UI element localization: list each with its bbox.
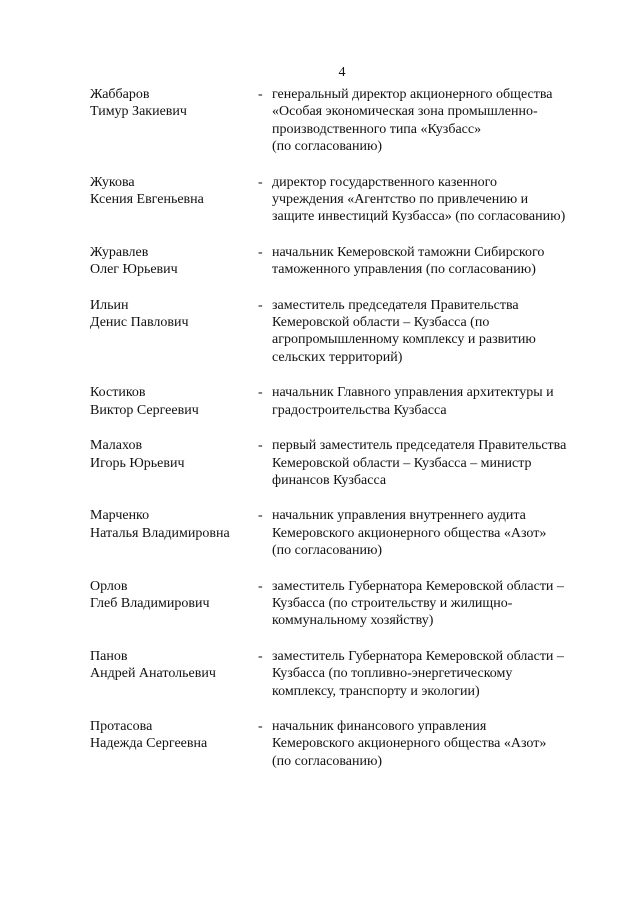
role-line: (по согласованию) [272, 753, 383, 769]
member-surname: Жукова [90, 174, 135, 190]
page-number: 4 [338, 65, 346, 80]
role-line: заместитель Губернатора Кемеровской области – [272, 578, 564, 594]
member-given-name: Виктор Сергеевич [90, 402, 199, 418]
member-surname: Жаббаров [90, 87, 150, 102]
separator-dash: - [258, 297, 263, 313]
member-surname: Ильин [90, 297, 129, 313]
role-line: Кузбасса (по топливно-энергетическому [272, 666, 513, 682]
member-name [90, 244, 258, 279]
member-role [272, 507, 602, 559]
role-line: начальник финансового управления [272, 718, 487, 734]
member-given-name: Игорь Юрьевич [90, 455, 185, 471]
separator-dash: - [258, 87, 263, 102]
member-role [272, 718, 602, 770]
separator-dash: - [258, 508, 263, 524]
role-line: агропромышленному комплексу и развитию [272, 332, 536, 348]
member-entry [90, 718, 610, 770]
role-line: финансов Кузбасса [272, 472, 387, 488]
role-line: защите инвестиций Кузбасса» (по согласованию) [272, 209, 566, 225]
role-line: (по согласованию) [272, 543, 383, 559]
role-line: заместитель Губернатора Кемеровской области – [272, 648, 564, 664]
role-line: коммунальному хозяйству) [272, 613, 434, 629]
role-line: Кемеровского акционерного общества «Азот» [272, 525, 547, 541]
member-role [272, 648, 602, 700]
separator-dash: - [258, 648, 263, 664]
role-line: градостроительства Кузбасса [272, 402, 447, 418]
member-role [272, 244, 602, 279]
member-surname: Протасова [90, 718, 153, 734]
role-line: заместитель председателя Правительства [272, 297, 519, 313]
member-role [272, 86, 602, 156]
role-line: «Особая экономическая зона промышленно- [272, 104, 538, 120]
separator-dash: - [258, 244, 263, 260]
role-line: Кемеровской области – Кузбасса (по [272, 315, 490, 331]
member-given-name: Глеб Владимирович [90, 595, 210, 611]
member-entry [90, 437, 610, 489]
member-entry [90, 507, 610, 559]
role-line: начальник Главного управления архитектуры и [272, 385, 554, 401]
member-role [272, 297, 602, 367]
role-line: начальник управления внутреннего аудита [272, 508, 526, 524]
member-entry [90, 578, 610, 630]
member-name [90, 86, 258, 156]
separator-dash: - [258, 578, 263, 594]
member-role [272, 578, 602, 630]
member-entry [90, 86, 610, 156]
role-line: первый заместитель председателя Правительства [272, 438, 567, 454]
separator-dash: - [258, 718, 263, 734]
member-list [90, 86, 610, 770]
separator-dash: - [258, 385, 263, 401]
member-entry [90, 648, 610, 700]
member-role [272, 174, 602, 226]
member-given-name: Денис Павлович [90, 315, 189, 331]
member-surname: Костиков [90, 385, 146, 401]
member-given-name: Наталья Владимировна [90, 525, 230, 541]
separator-dash: - [258, 174, 263, 190]
member-given-name: Надежда Сергеевна [90, 736, 208, 752]
role-line: директор государственного казенного [272, 174, 497, 190]
member-name [90, 437, 258, 489]
member-role [272, 384, 602, 419]
member-entry [90, 384, 610, 419]
role-line: генеральный директор акционерного общества [272, 87, 553, 102]
role-line: (по согласованию) [272, 139, 383, 155]
member-given-name: Андрей Анатольевич [90, 666, 216, 682]
member-surname: Орлов [90, 578, 128, 594]
role-line: производственного типа «Кузбасс» [272, 121, 482, 137]
member-name [90, 384, 258, 419]
member-name [90, 507, 258, 559]
role-line: сельских территорий) [272, 349, 403, 365]
member-name [90, 718, 258, 770]
role-line: учреждения «Агентство по привлечению и [272, 192, 529, 208]
role-line: таможенного управления (по согласованию) [272, 262, 536, 278]
member-entry [90, 297, 610, 367]
member-surname: Журавлев [90, 244, 149, 260]
member-name [90, 174, 258, 226]
role-line: Кемеровского акционерного общества «Азот» [272, 736, 547, 752]
role-line: Кузбасса (по строительству и жилищно- [272, 595, 513, 611]
member-surname: Марченко [90, 508, 150, 524]
member-surname: Малахов [90, 438, 143, 454]
role-line: начальник Кемеровской таможни Сибирского [272, 244, 545, 260]
member-name [90, 648, 258, 700]
separator-dash: - [258, 438, 263, 454]
member-entry [90, 244, 610, 279]
member-given-name: Олег Юрьевич [90, 262, 178, 278]
member-surname: Панов [90, 648, 128, 664]
member-name [90, 578, 258, 630]
member-name [90, 297, 258, 367]
member-entry [90, 174, 610, 226]
role-line: комплексу, транспорту и экологии) [272, 683, 480, 699]
role-line: Кемеровской области – Кузбасса – министр [272, 455, 532, 471]
member-role [272, 437, 602, 489]
member-given-name: Тимур Закиевич [90, 104, 187, 120]
member-given-name: Ксения Евгеньевна [90, 192, 204, 208]
